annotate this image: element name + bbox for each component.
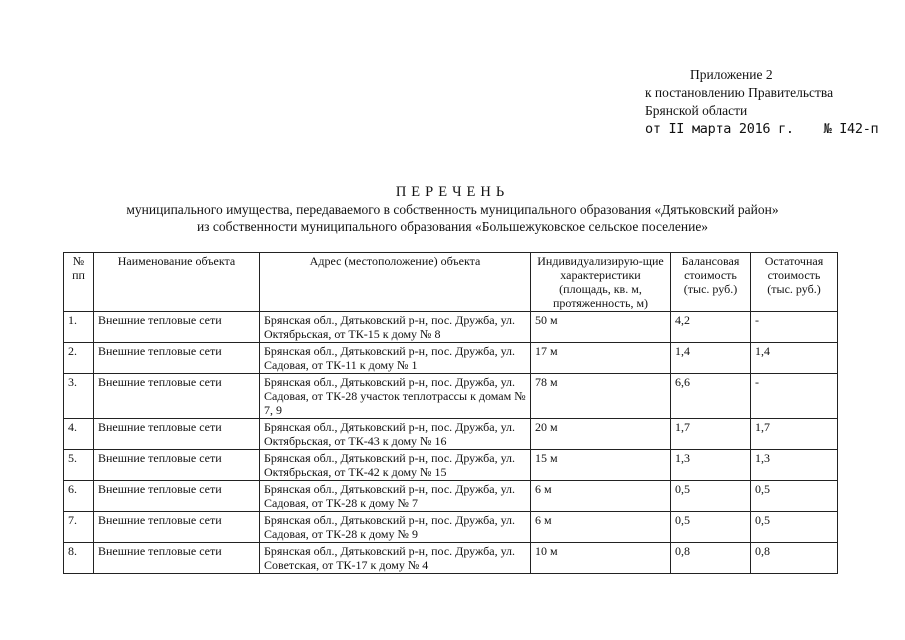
cell-num: 2.: [64, 343, 94, 374]
header-residual: Остаточная стоимость (тыс. руб.): [751, 253, 838, 312]
cell-balance: 1,7: [671, 419, 751, 450]
table-row: [64, 512, 838, 543]
cell-characteristics: 6 м: [531, 512, 671, 543]
cell-characteristics: 6 м: [531, 481, 671, 512]
cell-residual: 0,8: [751, 543, 838, 574]
cell-residual: 1,3: [751, 450, 838, 481]
cell-address: Брянская обл., Дятьковский р-н, пос. Дружба, ул. Советская, от ТК-17 к дому № 4: [260, 543, 531, 574]
cell-characteristics: 78 м: [531, 374, 671, 419]
cell-residual: 1,4: [751, 343, 838, 374]
cell-name: Внешние тепловые сети: [94, 374, 260, 419]
cell-name: Внешние тепловые сети: [94, 481, 260, 512]
cell-num: 6.: [64, 481, 94, 512]
cell-residual: 1,7: [751, 419, 838, 450]
cell-balance: 1,4: [671, 343, 751, 374]
table-row: [64, 481, 838, 512]
header-num: № пп: [64, 253, 94, 312]
cell-address: Брянская обл., Дятьковский р-н, пос. Дружба, ул. Октябрьская, от ТК-15 к дому № 8: [260, 312, 531, 343]
date-prefix: от: [645, 121, 661, 137]
cell-balance: 0,8: [671, 543, 751, 574]
appendix-date-line: [645, 120, 878, 138]
header-name: Наименование объекта: [94, 253, 260, 312]
cell-balance: 0,5: [671, 512, 751, 543]
header-balance: Балансовая стоимость (тыс. руб.): [671, 253, 751, 312]
table-row: [64, 450, 838, 481]
table-header-row: [64, 253, 838, 312]
appendix-region: Брянской области: [645, 103, 748, 118]
cell-name: Внешние тепловые сети: [94, 343, 260, 374]
cell-balance: 0,5: [671, 481, 751, 512]
cell-characteristics: 15 м: [531, 450, 671, 481]
cell-num: 3.: [64, 374, 94, 419]
cell-num: 5.: [64, 450, 94, 481]
cell-name: Внешние тепловые сети: [94, 512, 260, 543]
cell-num: 4.: [64, 419, 94, 450]
appendix-title: Приложение 2: [690, 67, 773, 82]
table-row: [64, 374, 838, 419]
cell-name: Внешние тепловые сети: [94, 543, 260, 574]
cell-residual: 0,5: [751, 512, 838, 543]
document-subtitle-line1: муниципального имущества, передаваемого в собственность муниципального образования «Дятьковский район»: [126, 202, 779, 217]
cell-characteristics: 50 м: [531, 312, 671, 343]
cell-address: Брянская обл., Дятьковский р-н, пос. Дружба, ул. Садовая, от ТК-11 к дому № 1: [260, 343, 531, 374]
cell-residual: -: [751, 374, 838, 419]
cell-address: Брянская обл., Дятьковский р-н, пос. Дружба, ул. Октябрьская, от ТК-42 к дому № 15: [260, 450, 531, 481]
cell-address: Брянская обл., Дятьковский р-н, пос. Дружба, ул. Садовая, от ТК-28 к дому № 7: [260, 481, 531, 512]
document-subtitle-line2: из собственности муниципального образования «Большежуковское сельское поселение»: [196, 219, 709, 234]
appendix-resolution: к постановлению Правительства: [645, 85, 834, 100]
table-row: [64, 543, 838, 574]
cell-num: 7.: [64, 512, 94, 543]
cell-address: Брянская обл., Дятьковский р-н, пос. Дружба, ул. Октябрьская, от ТК-43 к дому № 16: [260, 419, 531, 450]
resolution-number: № I42-п: [823, 121, 879, 137]
resolution-date: II марта 2016 г.: [668, 121, 794, 137]
cell-name: Внешние тепловые сети: [94, 450, 260, 481]
header-characteristics: Индивидуализирую-щие характеристики (площадь, кв. м, протяженность, м): [531, 253, 671, 312]
cell-characteristics: 20 м: [531, 419, 671, 450]
appendix-block: [645, 66, 878, 138]
cell-residual: -: [751, 312, 838, 343]
document-title: ПЕРЕЧЕНЬ: [395, 184, 510, 200]
cell-address: Брянская обл., Дятьковский р-н, пос. Дружба, ул. Садовая, от ТК-28 к дому № 9: [260, 512, 531, 543]
cell-address: Брянская обл., Дятьковский р-н, пос. Дружба, ул. Садовая, от ТК-28 участок теплотрассы к домам № 7, 9: [260, 374, 531, 419]
cell-name: Внешние тепловые сети: [94, 312, 260, 343]
cell-residual: 0,5: [751, 481, 838, 512]
cell-characteristics: 17 м: [531, 343, 671, 374]
property-table: [63, 252, 838, 574]
cell-num: 1.: [64, 312, 94, 343]
cell-characteristics: 10 м: [531, 543, 671, 574]
heading-block: [0, 184, 905, 235]
cell-balance: 1,3: [671, 450, 751, 481]
table-row: [64, 343, 838, 374]
cell-num: 8.: [64, 543, 94, 574]
table-row: [64, 312, 838, 343]
table-row: [64, 419, 838, 450]
cell-balance: 6,6: [671, 374, 751, 419]
header-address: Адрес (местоположение) объекта: [260, 253, 531, 312]
cell-name: Внешние тепловые сети: [94, 419, 260, 450]
cell-balance: 4,2: [671, 312, 751, 343]
